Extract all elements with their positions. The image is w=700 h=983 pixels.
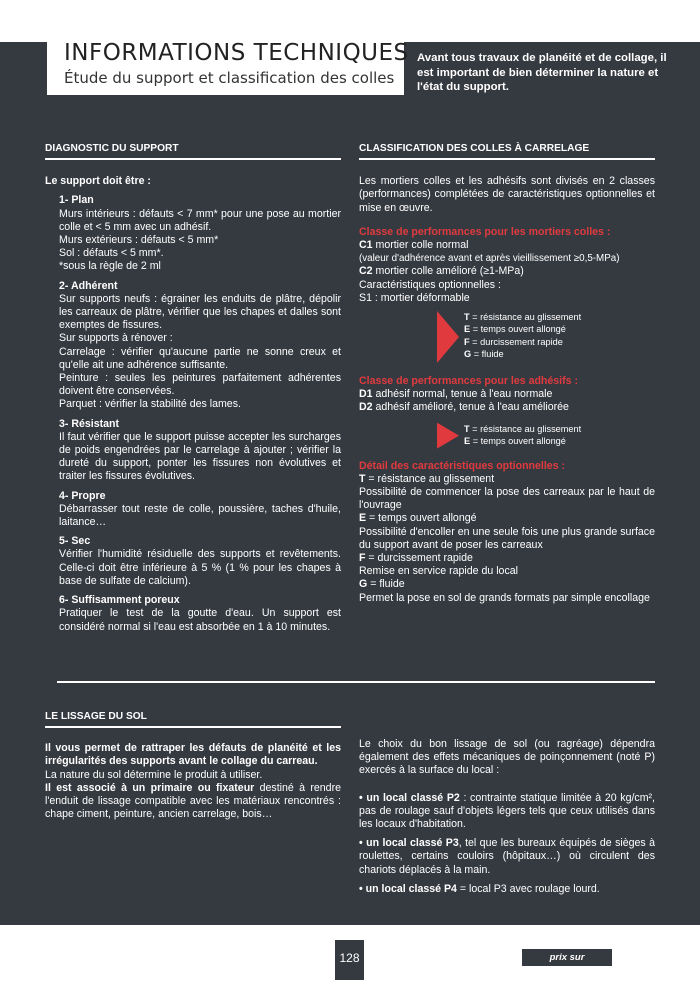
- detail-label: E = temps ouvert allongé: [359, 512, 477, 525]
- local-p2: • un local classé P2 : contrainte statique limitée à 20 kg/cm², pas de roulage sauf d'objets légers tels que ceux utilisés dans les locaux d'habitation.: [359, 791, 655, 831]
- item-line: Murs intérieurs : défauts < 7 mm* pour une pose au mortier colle et < 5 mm avec un adhésif.: [59, 207, 341, 233]
- classification-section: [359, 142, 655, 605]
- intro-text: Avant tous travaux de planéité et de collage, il est important de bien déterminer la nature et l'état du support.: [417, 52, 667, 93]
- red-arrow-icon: [437, 423, 459, 449]
- legend-item: E = temps ouvert allongé: [464, 436, 566, 447]
- item-line: Débarrasser tout reste de colle, poussière, taches d'huile, laitance…: [59, 502, 341, 529]
- detail-desc: Possibilité d'encoller en une seule fois une plus grande surface du support avant de poser les carreaux: [359, 525, 655, 551]
- classification-intro: Les mortiers colles et les adhésifs sont divisés en 2 classes (performances) complétées de caractéristiques optionnelles et mise en œuvre.: [359, 175, 655, 214]
- item-line: Il faut vérifier que le support puisse accepter les surcharges de poids engendrées par le carrelage à ajouter ; vérifier la dureté du support, ponter les fissures non évolutives et traiter les fissures évolutives.: [59, 430, 341, 483]
- diagnostic-item-resistant: [45, 418, 341, 484]
- legend-item: G = fluide: [464, 349, 504, 360]
- item-line: Pratiquer le test de la goutte d'eau. Un support est considéré normal si l'eau est absorbée en 1 à 10 minutes.: [59, 607, 341, 633]
- section-divider: [57, 681, 655, 683]
- mortiers-heading: Classe de performances pour les mortiers colles :: [359, 225, 611, 238]
- detail-desc: Remise en service rapide du local: [359, 565, 518, 578]
- lissage-left: [45, 710, 341, 821]
- item-line: Carrelage : vérifier qu'aucune partie ne sonne creux et qu'elle ait une adhérence suffisante.: [59, 345, 341, 371]
- item-line: Peinture : seules les peintures parfaitement adhérentes doivent être conservées.: [59, 372, 341, 398]
- details-heading: Détail des caractéristiques optionnelles :: [359, 459, 566, 472]
- diagnostic-title: DIAGNOSTIC DU SUPPORT: [45, 142, 341, 160]
- item-line: Sol : défauts < 5 mm*.: [59, 247, 164, 260]
- legend-list: [464, 311, 581, 361]
- local-p4: • un local classé P4 = local P3 avec roulage lourd.: [359, 882, 600, 895]
- site-link[interactable]: prix sur chausson.fr: [522, 949, 612, 966]
- diagnostic-item-poreux: [45, 594, 341, 634]
- red-arrow-icon: [437, 311, 459, 363]
- lissage-right: [359, 738, 655, 896]
- c1-note: (valeur d'adhérence avant et après vieillissement ≥0,5-MPa): [359, 253, 620, 265]
- item-line: Murs extérieurs : défauts < 5 mm*: [59, 234, 219, 247]
- adhesifs-legend: [359, 423, 655, 450]
- item-heading: 4- Propre: [59, 489, 106, 502]
- lissage-title: LE LISSAGE DU SOL: [45, 710, 341, 728]
- item-line: Sur supports à rénover :: [59, 332, 173, 345]
- diagnostic-item-sec: [45, 535, 341, 588]
- item-heading: 5- Sec: [59, 535, 91, 548]
- legend-list: [464, 423, 581, 448]
- detail-desc: Permet la pose en sol de grands formats par simple encollage: [359, 591, 650, 604]
- c2-line: [359, 265, 655, 278]
- c1-text: mortier colle normal: [372, 239, 469, 252]
- item-heading: 6- Suffisamment poreux: [59, 594, 180, 607]
- s1-line: S1 : mortier déformable: [359, 291, 470, 304]
- lissage-lead: Il vous permet de rattraper les défauts de planéité et les irrégularités des supports avant le collage du carreau.: [45, 742, 341, 768]
- adhesifs-heading: Classe de performances pour les adhésifs :: [359, 375, 579, 388]
- legend-item: F = durcissement rapide: [464, 336, 563, 347]
- detail-desc: Possibilité de commencer la pose des carreaux par le haut de l'ouvrage: [359, 486, 655, 512]
- detail-label: G = fluide: [359, 578, 405, 591]
- d1-line: D1 adhésif normal, tenue à l'eau normale: [359, 388, 553, 401]
- diagnostic-item-propre: [45, 490, 341, 530]
- item-line: *sous la règle de 2 ml: [59, 260, 161, 273]
- page-title: INFORMATIONS TECHNIQUES: [64, 40, 409, 66]
- classification-title: CLASSIFICATION DES COLLES À CARRELAGE: [359, 142, 655, 160]
- page-number: 128: [335, 940, 364, 980]
- detail-label: T = résistance au glissement: [359, 472, 495, 485]
- item-line: Sur supports neufs : égrainer les enduits de plâtre, dépolir les carreaux de plâtre, vérifier que les chapes et dalles sont exemptes de fissures.: [59, 292, 341, 332]
- diagnostic-lead: Le support doit être :: [45, 175, 151, 188]
- local-p3: • un local classé P3, tel que les bureaux équipés de sièges à roulettes, certains couloirs (hôpitaux…) où circulent des chariots déplacés à la main.: [359, 837, 655, 876]
- mortiers-legend: [359, 311, 655, 363]
- item-heading: 1- Plan: [59, 194, 94, 207]
- detail-label: F = durcissement rapide: [359, 552, 473, 565]
- diagnostic-item-plan: [45, 194, 341, 273]
- top-strip: [0, 0, 700, 42]
- item-heading: 3- Résistant: [59, 417, 120, 430]
- c2-text: mortier colle amélioré (≥1-MPa): [372, 265, 524, 278]
- lissage-right-intro: Le choix du bon lissage de sol (ou ragréage) dépendra également des effets mécaniques de poinçonnement (noté P) exercés à la surface du local :: [359, 738, 655, 777]
- c1-line: [359, 239, 655, 252]
- legend-item: T = résistance au glissement: [464, 423, 582, 434]
- item-heading: 2- Adhérent: [59, 279, 118, 292]
- lissage-nature: La nature du sol détermine le produit à utiliser.: [45, 768, 263, 781]
- page-subtitle: Étude du support et classification des colles: [64, 69, 395, 87]
- diagnostic-item-adherent: [45, 280, 341, 412]
- item-line: Vérifier l'humidité résiduelle des supports et revêtements. Celle-ci doit être inférieure à 5 % (1 % pour les chapes à base de sulfate de calcium).: [59, 548, 341, 587]
- d2-line: D2 adhésif amélioré, tenue à l'eau améliorée: [359, 401, 569, 414]
- legend-item: E = temps ouvert allongé: [464, 324, 566, 335]
- c1-code: C1: [359, 239, 373, 252]
- c2-code: C2: [359, 265, 373, 278]
- diagnostic-section: [45, 142, 341, 634]
- lissage-assoc: Il est associé à un primaire ou fixateur destiné à rendre l'enduit de lissage compatible avec les matériaux rencontrés : chape ciment, peinture, ancien carrelage, bois…: [45, 781, 341, 821]
- legend-item: T = résistance au glissement: [464, 312, 582, 323]
- item-line: Parquet : vérifier la stabilité des lames.: [59, 398, 241, 411]
- optional-label: Caractéristiques optionnelles :: [359, 278, 501, 291]
